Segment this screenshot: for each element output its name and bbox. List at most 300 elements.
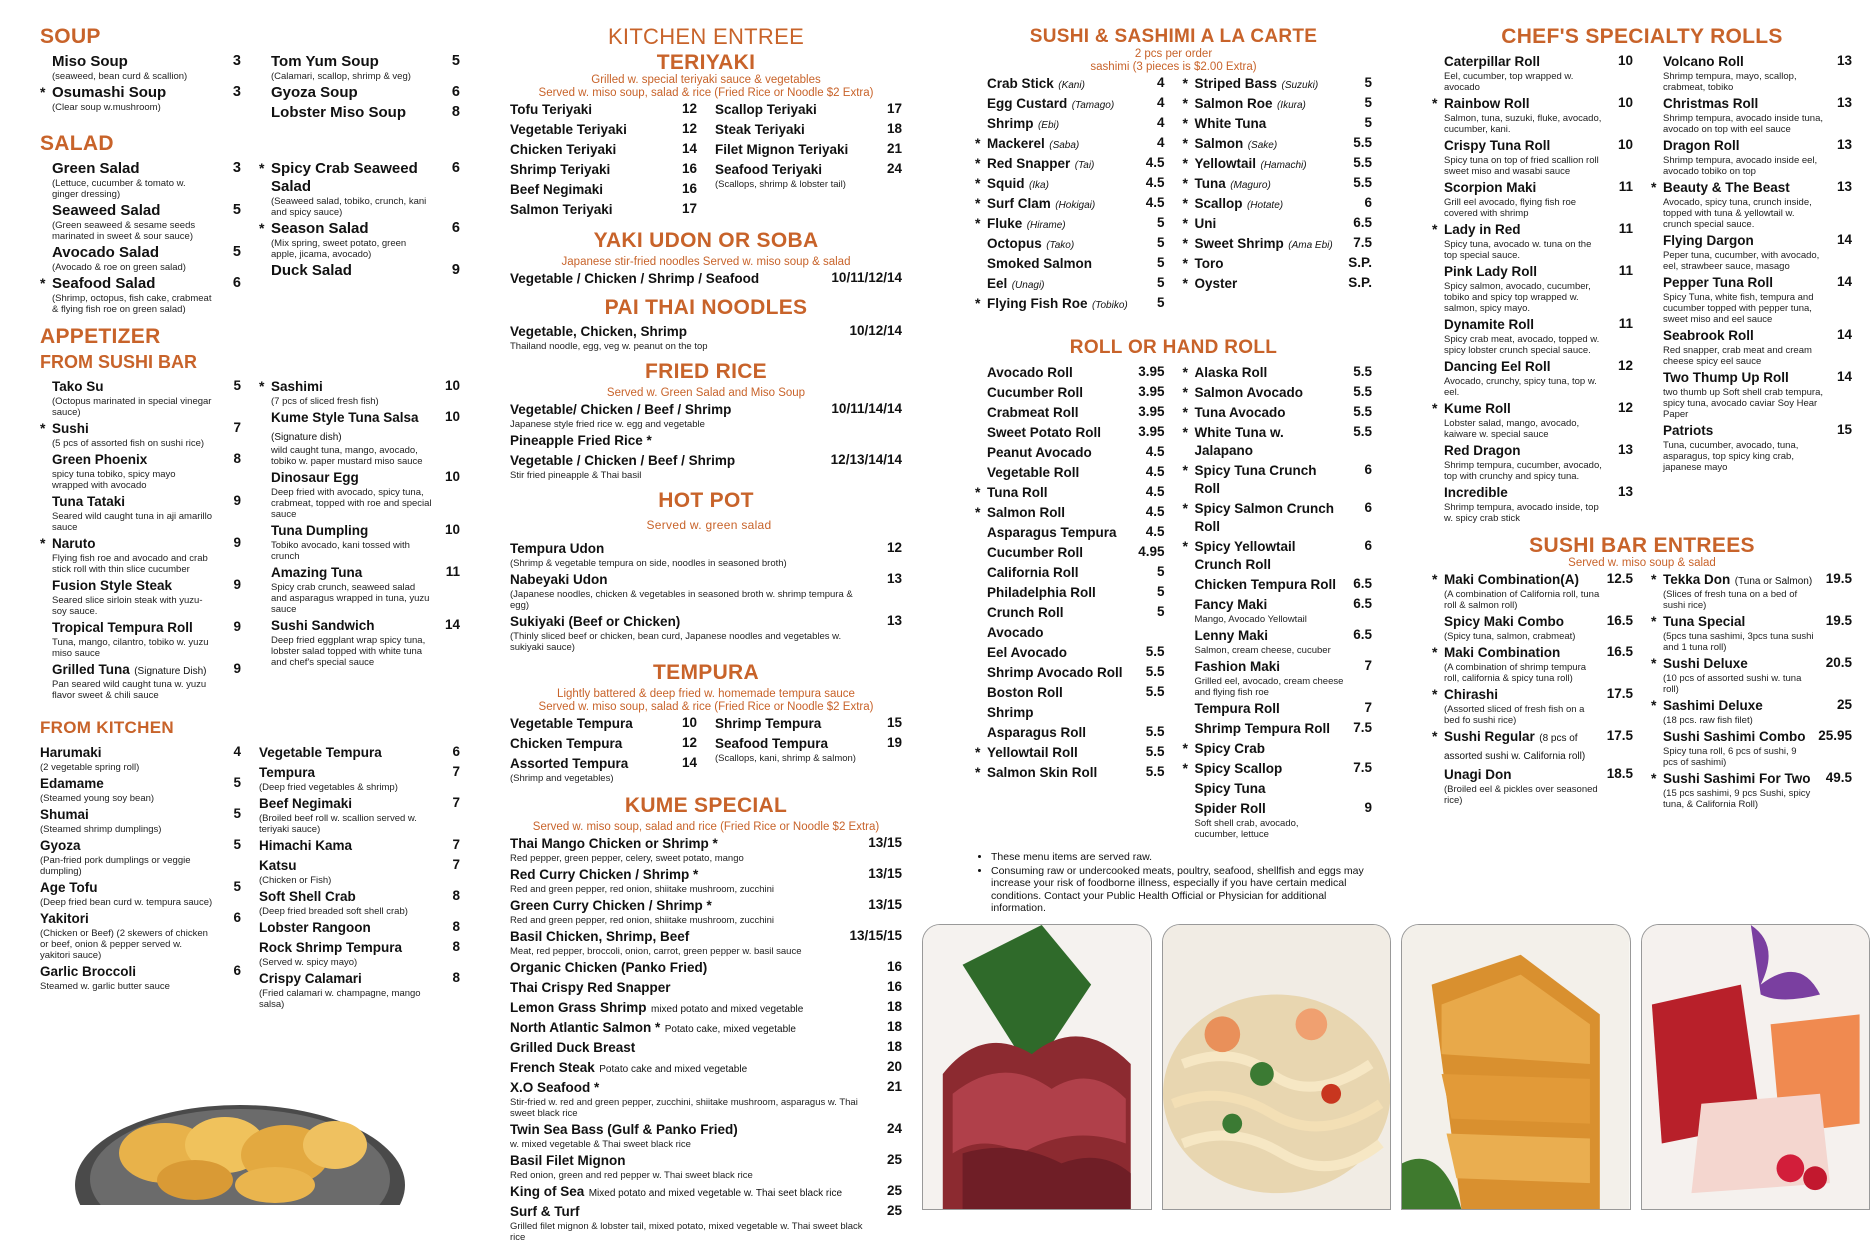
menu-item-japanese-name: (Tako) xyxy=(1046,240,1074,251)
menu-item-price: 5 xyxy=(1137,215,1165,230)
menu-item-main xyxy=(1663,422,1824,473)
menu-item-price: 15 xyxy=(874,715,902,730)
section-title: APPETIZER xyxy=(40,326,460,348)
menu-item-heading xyxy=(987,384,1132,402)
menu-item-name: Seabrook Roll xyxy=(1663,328,1754,343)
menu-item-main xyxy=(510,141,669,159)
menu-item xyxy=(1432,95,1633,135)
menu-item-heading xyxy=(510,1183,874,1201)
menu-item xyxy=(510,755,697,784)
left-list xyxy=(975,74,1165,315)
menu-item-heading xyxy=(715,141,874,159)
menu-item-price: 4.5 xyxy=(1137,484,1165,499)
menu-item xyxy=(975,524,1165,542)
menu-item-name: Scallop Teriyaki xyxy=(715,102,817,117)
menu-item-description: (Deep fried vegetables & shrimp) xyxy=(259,782,432,793)
column-1 xyxy=(40,26,460,1021)
menu-item-heading xyxy=(259,857,432,875)
menu-item-description: Avocado, spicy tuna, crunch inside, topped with tuna & yellowtail w. crunch special sauce. xyxy=(1663,197,1824,230)
section-title: SALAD xyxy=(40,133,460,155)
menu-item-name: Sushi Regular xyxy=(1444,729,1535,744)
menu-item-description: Deep fried with avocado, spicy tuna, crabmeat, topped with roe and special sauce xyxy=(271,487,432,520)
section-subtitle: FROM SUSHI BAR xyxy=(40,352,460,373)
menu-item-heading xyxy=(52,275,213,293)
menu-item-heading xyxy=(987,275,1137,293)
menu-item xyxy=(259,939,460,968)
menu-item-heading xyxy=(40,910,213,928)
menu-item xyxy=(510,181,697,199)
menu-item-description: Deep fried eggplant wrap spicy tuna, lobster salad topped with white tuna and chef's special sauce xyxy=(271,635,432,668)
menu-item xyxy=(1183,627,1373,656)
menu-item-price: 3 xyxy=(213,53,241,69)
menu-item-main xyxy=(52,160,213,200)
menu-item-name: Spicy Salmon Crunch Roll xyxy=(1195,501,1335,534)
menu-item-heading xyxy=(1195,115,1345,133)
menu-item-name: Sushi Sashimi For Two xyxy=(1663,771,1811,786)
menu-item-price: 5 xyxy=(432,53,460,69)
menu-item-price: 5 xyxy=(1137,275,1165,290)
menu-item xyxy=(1183,720,1373,738)
menu-item xyxy=(1183,780,1373,798)
menu-item-heading xyxy=(1195,740,1345,758)
menu-item xyxy=(40,619,241,659)
menu-item-price: 11 xyxy=(1605,221,1633,236)
menu-item-heading xyxy=(1195,462,1345,498)
menu-item-description: Salmon, tuna, suzuki, fluke, avocado, cucumber, kani. xyxy=(1444,113,1605,135)
menu-item-description: Shrimp tempura, avocado inside, top w. spicy crab stick xyxy=(1444,502,1605,524)
menu-item-price: 13 xyxy=(1824,95,1852,110)
sashimi-platter-photo xyxy=(1641,924,1870,1210)
tempura-photo xyxy=(75,1075,405,1205)
menu-item xyxy=(1183,235,1373,253)
menu-item-heading xyxy=(510,540,874,558)
menu-item-main xyxy=(271,220,432,260)
menu-item xyxy=(715,101,902,119)
menu-item-name: Toro xyxy=(1195,256,1224,271)
menu-item xyxy=(259,522,460,562)
raw-item-marker: * xyxy=(1651,179,1663,195)
menu-item-japanese-name: (Ikura) xyxy=(1277,100,1306,111)
menu-item-price: 6 xyxy=(1344,195,1372,210)
menu-item-main xyxy=(987,404,1132,422)
raw-item-marker: * xyxy=(1432,571,1444,587)
raw-item-marker: * xyxy=(40,275,52,291)
section-title: PAI THAI NOODLES xyxy=(510,297,902,319)
menu-item-heading xyxy=(271,469,432,487)
menu-item-description: Meat, red pepper, broccoli, onion, carrot, green pepper w. basil sauce xyxy=(510,946,843,957)
menu-item-name: Gyoza xyxy=(40,838,81,853)
menu-item-name: Spicy Crab Seaweed Salad xyxy=(271,160,418,195)
menu-item-description: Japanese style fried rice w. egg and vegetable xyxy=(510,419,825,430)
menu-item xyxy=(259,160,460,218)
menu-item-description: (seaweed, bean curd & scallion) xyxy=(52,71,213,82)
menu-item xyxy=(1432,484,1633,524)
menu-item xyxy=(975,175,1165,193)
menu-item-name: Spicy Maki Combo xyxy=(1444,614,1564,629)
menu-item-main xyxy=(1444,316,1605,356)
menu-item xyxy=(1651,655,1852,695)
raw-item-marker: * xyxy=(1432,95,1444,111)
section-title: SUSHI BAR ENTREES xyxy=(1432,535,1852,557)
menu-item-heading xyxy=(1195,780,1345,798)
menu-item-description: Spicy tuna on top of fried scallion roll sweet miso and wasabi sauce xyxy=(1444,155,1605,177)
menu-item-name: Tempura Udon xyxy=(510,541,604,556)
menu-item-heading xyxy=(987,444,1137,462)
raw-item-marker: * xyxy=(1183,760,1195,776)
menu-item-heading xyxy=(52,378,213,396)
menu-item-heading xyxy=(1195,500,1345,536)
menu-item-price: 7 xyxy=(432,764,460,779)
menu-item-price: 10 xyxy=(432,409,460,424)
raw-item-marker: * xyxy=(1183,462,1195,478)
menu-item-heading xyxy=(1195,235,1345,253)
menu-item-main xyxy=(510,432,874,450)
menu-item-heading xyxy=(1195,658,1345,676)
menu-item xyxy=(715,121,902,139)
menu-item-main xyxy=(510,735,669,753)
raw-item-marker: * xyxy=(1183,364,1195,380)
menu-item xyxy=(1183,155,1373,173)
katsu-photo xyxy=(1401,924,1631,1210)
menu-item-main xyxy=(52,244,213,273)
menu-item-price: 16 xyxy=(669,181,697,196)
menu-item-price: 19.5 xyxy=(1820,613,1852,628)
menu-item xyxy=(259,617,460,668)
raw-item-marker: * xyxy=(1432,644,1444,660)
menu-item-heading xyxy=(1444,766,1601,784)
menu-item-japanese-name: (Hirame) xyxy=(1027,220,1066,231)
menu-item-name: Flying Dargon xyxy=(1663,233,1754,248)
menu-item-heading xyxy=(715,715,874,733)
menu-item-price: 6 xyxy=(213,275,241,291)
menu-item-main xyxy=(1444,400,1605,440)
menu-item-heading xyxy=(52,53,213,71)
menu-item-description: Spicy crab meat, avocado, topped w. spicy lobster crunch special sauce. xyxy=(1444,334,1605,356)
raw-item-marker: * xyxy=(1651,571,1663,587)
kume-special-section xyxy=(510,795,902,1243)
menu-item-price: 4 xyxy=(1137,95,1165,110)
menu-item-heading xyxy=(510,1203,874,1221)
menu-item-main xyxy=(1195,364,1345,382)
menu-item-main xyxy=(52,420,213,449)
menu-item-price: 14 xyxy=(669,755,697,770)
menu-item-heading xyxy=(1195,275,1343,293)
menu-item-name: Duck Salad xyxy=(271,262,352,279)
menu-item-price: 7 xyxy=(432,837,460,852)
menu-item-heading xyxy=(510,613,874,631)
menu-item-name: Fancy Maki xyxy=(1195,597,1268,612)
menu-item xyxy=(510,866,902,895)
menu-item-name: Beef Negimaki xyxy=(259,796,352,811)
menu-item-heading xyxy=(271,617,432,635)
menu-item xyxy=(1651,369,1852,420)
menu-item-main xyxy=(52,53,213,82)
menu-item-heading xyxy=(1444,442,1605,460)
menu-item-name: Alaska Roll xyxy=(1195,365,1268,380)
menu-item-main xyxy=(510,1121,874,1150)
menu-item-price: 6 xyxy=(1344,500,1372,515)
menu-item-heading xyxy=(271,104,432,122)
menu-item-main xyxy=(987,704,1137,722)
menu-item-main xyxy=(987,544,1132,562)
menu-item xyxy=(40,244,241,273)
menu-item-name: Incredible xyxy=(1444,485,1508,500)
menu-item-price: 14 xyxy=(669,141,697,156)
menu-item-main xyxy=(259,795,432,835)
menu-item-heading xyxy=(1444,263,1605,281)
menu-item xyxy=(510,1079,902,1119)
raw-item-marker: * xyxy=(1183,175,1195,191)
menu-item-main xyxy=(510,1079,874,1119)
menu-item-description: (Avocado & roe on green salad) xyxy=(52,262,213,273)
left-list xyxy=(510,100,697,221)
menu-item-heading xyxy=(52,577,213,595)
menu-item-name: Cucumber Roll xyxy=(987,545,1083,560)
menu-item-price: 8 xyxy=(432,888,460,903)
menu-item-heading xyxy=(1195,760,1345,778)
menu-item-name: X.O Seafood * xyxy=(510,1080,599,1095)
menu-item-main xyxy=(1195,384,1345,402)
menu-item-description: Shrimp tempura, avocado inside eel, avocado tobiko on top xyxy=(1663,155,1824,177)
hot-pot-heading xyxy=(510,490,902,536)
menu-item-name: Sushi Sashimi Combo xyxy=(1663,729,1806,744)
raw-item-marker: * xyxy=(975,295,987,311)
menu-item-description: (Seaweed salad, tobiko, crunch, kani and spicy sauce) xyxy=(271,196,432,218)
menu-item-price: 18 xyxy=(874,121,902,136)
menu-item-heading xyxy=(987,744,1137,762)
menu-item-name: Tuna Avocado xyxy=(1195,405,1286,420)
menu-item-main xyxy=(510,866,862,895)
menu-item-main xyxy=(510,1152,874,1181)
menu-item-heading xyxy=(1663,369,1824,387)
menu-item-price: 9 xyxy=(213,577,241,592)
menu-item xyxy=(715,735,902,764)
menu-item-name: Vegetable Roll xyxy=(987,465,1079,480)
menu-item-price: 4.5 xyxy=(1137,195,1165,210)
menu-item xyxy=(1183,658,1373,698)
menu-item-main xyxy=(52,275,213,315)
menu-item xyxy=(1432,358,1633,398)
menu-item-main xyxy=(715,101,874,119)
menu-item-heading xyxy=(510,928,843,946)
menu-item-heading xyxy=(987,764,1137,782)
menu-item-heading xyxy=(259,795,432,813)
menu-item-description: Stir-fried w. red and green pepper, zucchini, shiitake mushroom, asparagus w. Thai sweet black rice xyxy=(510,1097,874,1119)
menu-item-heading xyxy=(52,619,213,637)
menu-item-price: 6 xyxy=(1344,538,1372,553)
menu-item-heading xyxy=(510,141,669,159)
menu-item-description: Thailand noodle, egg, veg w. peanut on the top xyxy=(510,341,843,352)
menu-item-main xyxy=(510,835,862,864)
menu-item-price: 5 xyxy=(1344,75,1372,90)
menu-item-heading xyxy=(259,888,432,906)
menu-item-description: (Scallops, kani, shrimp & salmon) xyxy=(715,753,874,764)
menu-item xyxy=(259,764,460,793)
menu-item xyxy=(40,661,241,701)
menu-item-main xyxy=(259,939,432,968)
menu-item-main xyxy=(1444,95,1605,135)
menu-item-name: Two Thump Up Roll xyxy=(1663,370,1789,385)
menu-item-description: Flying fish roe and avocado and crab stick roll with thin slice cucumber xyxy=(52,553,213,575)
menu-item-name: Himachi Kama xyxy=(259,838,352,853)
photo-row xyxy=(922,924,1870,1210)
menu-item-description: Grilled filet mignon & lobster tail, mixed potato, mixed vegetable w. Thai sweet black rice xyxy=(510,1221,874,1243)
menu-item-name: Salmon Skin Roll xyxy=(987,765,1097,780)
menu-item-heading xyxy=(510,452,825,470)
menu-item-price: 9 xyxy=(213,619,241,634)
menu-item-description: Stir fried pineapple & Thai basil xyxy=(510,470,825,481)
menu-item-name: Chicken Tempura Roll xyxy=(1195,577,1337,592)
menu-item-heading xyxy=(510,735,669,753)
menu-item-heading xyxy=(52,84,213,102)
menu-item-price: 11 xyxy=(1605,179,1633,194)
menu-item xyxy=(259,857,460,886)
menu-item xyxy=(975,155,1165,173)
menu-item xyxy=(1432,263,1633,314)
menu-item-description: (Scallops, shrimp & lobster tail) xyxy=(715,179,874,190)
menu-item-heading xyxy=(1195,596,1345,614)
menu-item-heading xyxy=(1195,175,1345,193)
menu-item xyxy=(1183,255,1373,273)
from-kitchen-section xyxy=(40,717,460,1012)
two-column-list xyxy=(40,159,460,317)
menu-item-description: (Pan-fried pork dumplings or veggie dumpling) xyxy=(40,855,213,877)
left-list xyxy=(40,52,241,115)
menu-item-heading xyxy=(1195,195,1345,213)
menu-item-main xyxy=(40,775,213,804)
menu-item-price: 16 xyxy=(874,979,902,994)
menu-item-main xyxy=(510,201,669,219)
menu-item xyxy=(1651,728,1852,768)
menu-item-main xyxy=(1195,155,1345,173)
menu-item xyxy=(1183,215,1373,233)
raw-food-notes xyxy=(975,851,1372,915)
menu-item-description: Red pepper, green pepper, celery, sweet potato, mango xyxy=(510,853,862,864)
menu-item-description: (Shrimp & vegetable tempura on side, noodles in seasoned broth) xyxy=(510,558,874,569)
section-title: SUSHI & SASHIMI A LA CARTE xyxy=(975,26,1372,48)
menu-item-heading xyxy=(510,571,874,589)
menu-item-name: Vegetable Teriyaki xyxy=(510,122,627,137)
menu-item-heading xyxy=(1195,135,1345,153)
menu-item-description: Tobiko avocado, kani tossed with crunch xyxy=(271,540,432,562)
menu-item-japanese-name: (Tamago) xyxy=(1072,100,1114,111)
menu-item-name: Seafood Salad xyxy=(52,275,155,292)
menu-item-heading xyxy=(1663,613,1820,631)
menu-item-price: 3 xyxy=(213,84,241,100)
menu-item-heading xyxy=(510,1079,874,1097)
menu-item-description: Spicy tuna, avocado w. tuna on the top special sauce. xyxy=(1444,239,1605,261)
menu-item-price: 3.95 xyxy=(1132,384,1164,399)
menu-item-heading xyxy=(987,75,1137,93)
menu-item-main xyxy=(1444,179,1605,219)
menu-item-main xyxy=(715,715,874,733)
menu-item-main xyxy=(987,764,1137,782)
menu-item xyxy=(1183,740,1373,758)
menu-item-heading xyxy=(271,409,432,445)
menu-item-heading xyxy=(987,135,1137,153)
menu-item xyxy=(975,544,1165,562)
menu-item-price: 13 xyxy=(1824,137,1852,152)
menu-item-description: (Calamari, scallop, shrimp & veg) xyxy=(271,71,432,82)
menu-item-name: Tuna xyxy=(1195,176,1226,191)
menu-item-price: 13/15/15 xyxy=(843,928,902,943)
menu-item-name: Harumaki xyxy=(40,745,102,760)
menu-item-price: 18 xyxy=(874,1039,902,1054)
menu-item-price: 5.5 xyxy=(1344,364,1372,379)
menu-item-main xyxy=(1444,766,1601,806)
right-list xyxy=(711,714,902,766)
menu-item-price: 25 xyxy=(874,1183,902,1198)
menu-item-main xyxy=(987,175,1137,193)
menu-item-main xyxy=(987,624,1137,642)
menu-item-name: Shrimp Teriyaki xyxy=(510,162,610,177)
menu-item-main xyxy=(1195,115,1345,133)
menu-item xyxy=(975,604,1165,622)
menu-item-price: 9 xyxy=(213,661,241,676)
menu-item xyxy=(259,378,460,407)
menu-item-description: Seared wild caught tuna in aji amarillo sauce xyxy=(52,511,213,533)
menu-item-name: Salmon xyxy=(1195,136,1244,151)
menu-item-name: Vegetable Tempura xyxy=(259,745,382,760)
menu-item xyxy=(1183,596,1373,625)
right-list xyxy=(1647,52,1852,475)
raw-item-marker: * xyxy=(975,215,987,231)
menu-item-name: Miso Soup xyxy=(52,53,128,70)
menu-item-price: 4.5 xyxy=(1137,444,1165,459)
menu-item-name: Naruto xyxy=(52,536,96,551)
menu-item-price: 17.5 xyxy=(1601,728,1633,743)
menu-item-main xyxy=(1444,442,1605,482)
menu-item-name: Chirashi xyxy=(1444,687,1498,702)
menu-item-heading xyxy=(715,121,874,139)
menu-item-description: (Japanese noodles, chicken & vegetables in seasoned broth w. shrimp tempura & egg) xyxy=(510,589,874,611)
menu-item-price: 5 xyxy=(1137,584,1165,599)
menu-item-name: Philadelphia Roll xyxy=(987,585,1096,600)
menu-item-main xyxy=(259,764,432,793)
menu-item-name: Green Salad xyxy=(52,160,140,177)
menu-item-japanese-name: (Ebi) xyxy=(1038,120,1059,131)
menu-item-description: Red and green pepper, red onion, shiitake mushroom, zucchini xyxy=(510,915,862,926)
menu-item-heading xyxy=(987,235,1137,253)
menu-item-japanese-name: (Hotate) xyxy=(1247,200,1283,211)
menu-item-price: 19.5 xyxy=(1820,571,1852,586)
menu-item xyxy=(975,295,1165,313)
menu-item xyxy=(1432,613,1633,642)
menu-item-heading xyxy=(1195,384,1345,402)
two-column-list xyxy=(1432,52,1852,526)
menu-item-main xyxy=(987,504,1137,522)
section-note: Japanese stir-fried noodles Served w. miso soup & salad xyxy=(510,256,902,269)
menu-item-price: 10 xyxy=(432,378,460,393)
menu-item-name: White Tuna xyxy=(1195,116,1267,131)
menu-item-main xyxy=(510,1039,874,1057)
menu-item-name: Gyoza Soup xyxy=(271,84,358,101)
menu-item-price: 25 xyxy=(874,1203,902,1218)
menu-item-main xyxy=(1663,655,1820,695)
menu-item-heading xyxy=(987,604,1137,622)
menu-item-main xyxy=(987,384,1132,402)
raw-item-marker: * xyxy=(1183,95,1195,111)
menu-item-main xyxy=(987,644,1137,662)
menu-item xyxy=(510,270,902,288)
menu-item-description: Spicy crab crunch, seaweed salad and asparagus wrapped in tuna, yuzu sauce xyxy=(271,582,432,615)
menu-item-name: Tako Su xyxy=(52,379,104,394)
menu-item-heading xyxy=(987,195,1137,213)
menu-item-name: Fashion Maki xyxy=(1195,659,1281,674)
menu-item-price: 10 xyxy=(1605,137,1633,152)
menu-item xyxy=(1183,404,1373,422)
menu-item-price: 18.5 xyxy=(1601,766,1633,781)
